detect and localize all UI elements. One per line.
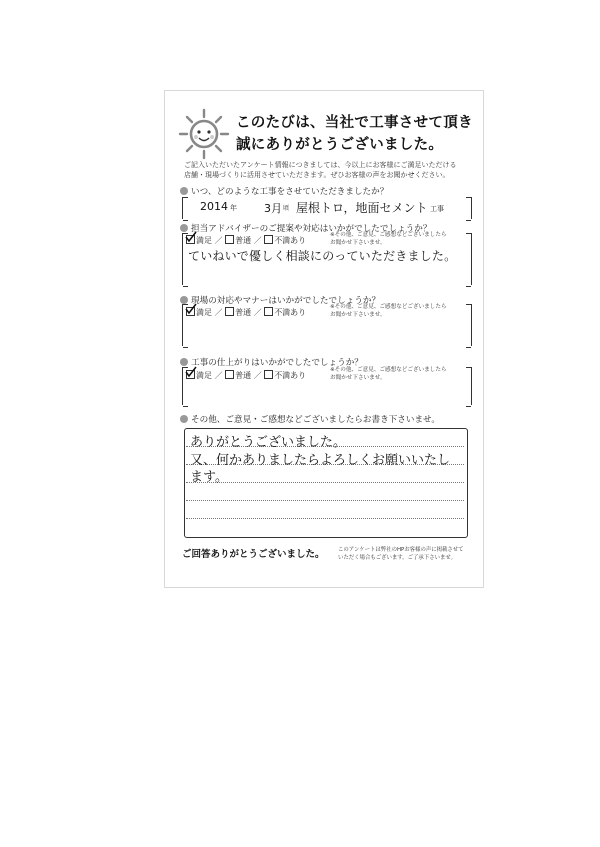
q3-options: 満足 ／ 普通 ／ 不満あり [186,307,306,318]
comment-line-1: ありがとうございました。 [190,435,347,450]
answer-2-text: ていねいで優しく相談にのっていただきました。 [188,249,457,263]
checkbox-normal[interactable] [225,370,234,379]
ruled-line [186,500,464,501]
check-mark-icon [184,302,198,316]
intro-text [184,160,476,180]
intro-line-2: 店舗・現場づくりに活用させていただきます。ぜひお客様の声をお聞かせください。 [184,171,450,179]
checkbox-normal[interactable] [225,307,234,316]
checkbox-unsatisfied[interactable] [264,235,273,244]
comment-line-3: ます。 [190,470,228,485]
q4-options: 満足 ／ 普通 ／ 不満あり [186,370,306,381]
q4-note: ※その他、ご意見、ご感想などございましたら お聞かせ下さいませ。 [330,367,447,381]
page-title [236,112,476,156]
answer-1-month: 3月 [264,202,282,215]
q3-note: ※その他、ご意見、ご感想などございましたら お聞かせ下さいませ。 [330,304,447,318]
work-unit-label: 工事 [430,205,444,213]
bullet-icon [180,415,188,423]
question-2-text: 担当アドバイザーのご提案や対応はいかがでしたでしょうか？ [191,224,432,234]
sun-mascot-icon [178,108,230,160]
q2-note: ※その他、ご意見、ご感想などございましたら お聞かせ下さいませ。 [330,232,447,246]
checkbox-unsatisfied[interactable] [264,370,273,379]
closing-note: このアンケートは弊社のHPお客様の声に掲載させて いただく場合もございます。ご了承下さいませ。 [338,547,464,561]
comment-line-2: 又、何かありましたらよろしくお願いいたし [190,453,451,468]
question-1 [180,185,388,197]
question-3-text: 現場の対応やマナーはいかがでしたでしょうか？ [191,296,381,306]
question-5-text: その他、ご意見・ご感想などございましたらお書き下さいませ。 [191,415,440,425]
question-1-text: いつ、どのような工事をさせていただきましたか？ [191,187,389,197]
closing-thanks: ご回答ありがとうございました。 [182,549,325,560]
intro-line-1: ご記入いただいたアンケート情報につきましては、今以上にお客様にご満足いただける [184,161,457,169]
title-line-2: 誠にありがとうございました。 [236,137,444,153]
question-5 [180,413,440,425]
bullet-icon [180,187,188,195]
answer-1-work: 屋根トロ，地面セメント [296,201,428,215]
title-line-1: このたびは、当社で工事させて頂き [236,115,473,131]
ruled-line [186,518,464,519]
check-mark-icon [184,365,198,379]
month-unit-label: 頃 [283,205,290,212]
question-4-text: 工事の仕上がりはいかがでしたでしょうか？ [191,358,363,368]
year-unit-label: 年 [230,204,237,212]
check-mark-icon [184,230,198,244]
q2-options: 満足 ／ 普通 ／ 不満あり [186,235,306,246]
checkbox-unsatisfied[interactable] [264,307,273,316]
checkbox-normal[interactable] [225,235,234,244]
answer-1-year: 2014 [200,200,228,213]
